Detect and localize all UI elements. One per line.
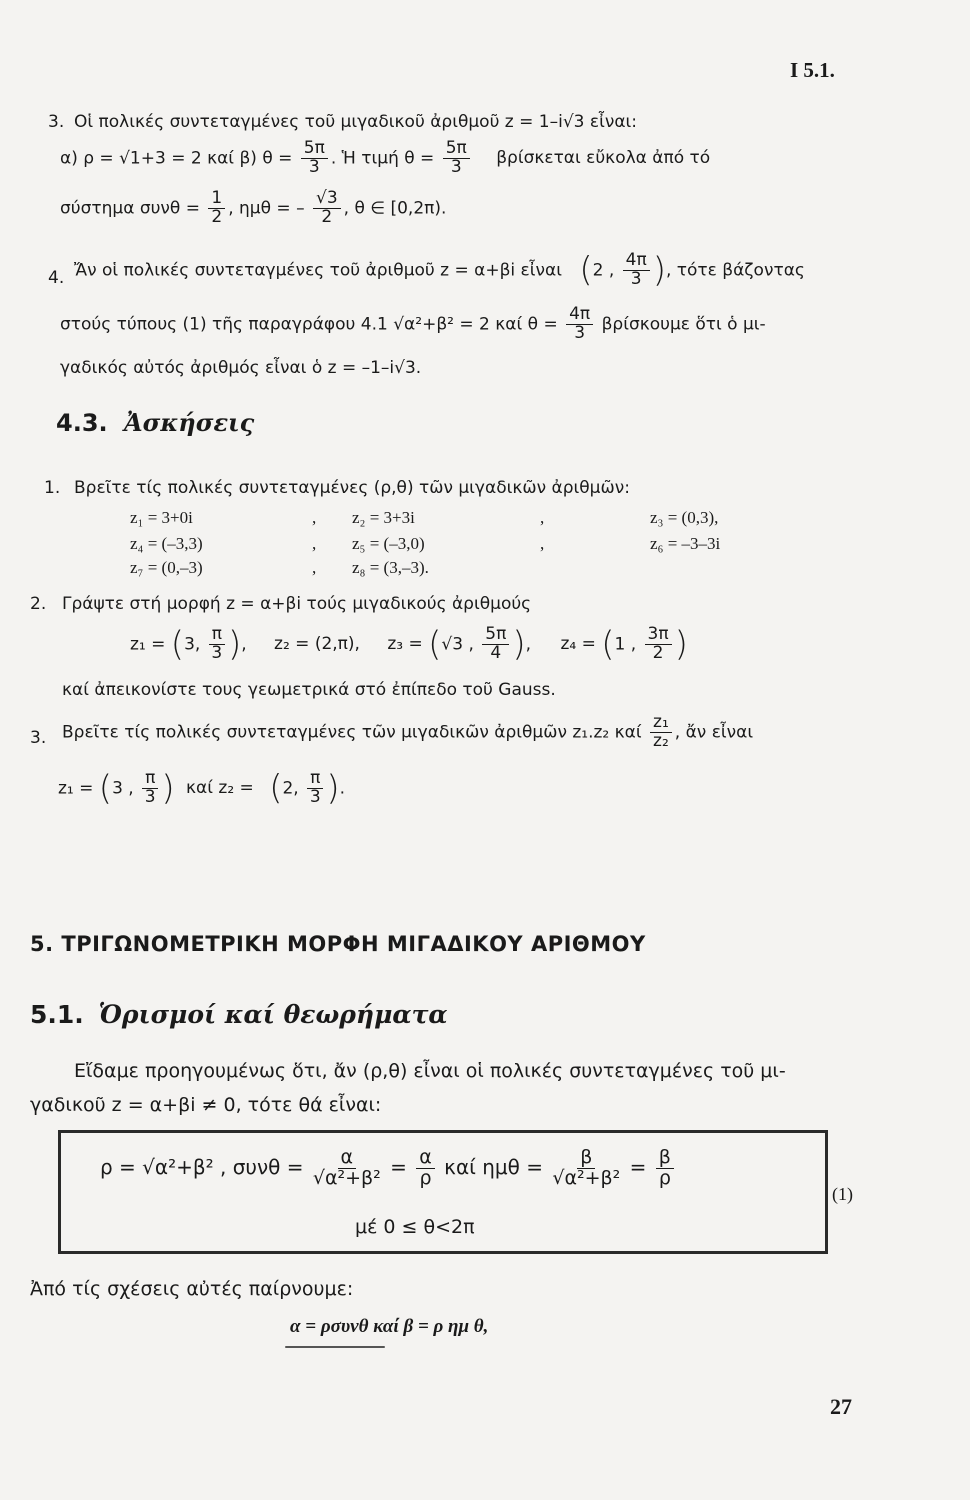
formula-label: (1) bbox=[832, 1184, 853, 1204]
para-line-2: γαδικοῦ z = α+βi ≠ 0, τότε θά εἶναι: bbox=[30, 1094, 382, 1116]
formula-range: μέ 0 ≤ θ<2π bbox=[355, 1216, 475, 1238]
item-3-text: Οἱ πολικές συντεταγμένες τοῦ μιγαδικοῦ ἀριθμοῦ z = 1–i√3 εἶναι: bbox=[74, 112, 638, 132]
subsection-heading: 5.1. Ὁρισμοί καί θεωρήματα bbox=[30, 1000, 448, 1029]
after-text: Ἀπό τίς σχέσεις αὐτές παίρνουμε: bbox=[30, 1278, 354, 1300]
para-line-1: Εἴδαμε προηγουμένως ὅτι, ἄν (ρ,θ) εἶναι οἱ πολικές συντεταγμένες τοῦ μι- bbox=[74, 1060, 786, 1082]
item-3-line2: α) ρ = √1+3 = 2 καί β) θ = $\frac{5\pi}{3}$ . Ἡ τιμή θ = $\frac{5\pi}{3}$ βρίσκεται εὔκολα ἀπό τό bbox=[60, 138, 711, 177]
ex-2-tail: καί ἀπεικονίστε τους γεωμετρικά στό ἐπίπεδο τοῦ Gauss. bbox=[62, 680, 556, 700]
page-number: 27 bbox=[830, 1394, 852, 1419]
item-4-line3: γαδικός αὐτός ἀριθμός εἶναι ὁ z = –1–i√3. bbox=[60, 358, 422, 378]
ex-3-number: 3. bbox=[30, 728, 47, 748]
ex-2-text: Γράψτε στή μορφή z = α+βi τούς μιγαδικούς ἀριθμούς bbox=[62, 594, 532, 614]
section-ref: Ι 5.1. bbox=[790, 58, 835, 82]
item-4-number: 4. bbox=[48, 268, 65, 288]
ex-3-formulas: z₁ = (3 , $\frac{\pi}{3}$ ) καί z₂ = (2, $\frac{\pi}{3}$ ). bbox=[58, 768, 346, 809]
ex-1-number: 1. bbox=[44, 478, 61, 498]
item-3-number: 3. bbox=[48, 112, 65, 132]
item-4-line2: στούς τύπους (1) τῆς παραγράφου 4.1 √α²+β² = 2 καί θ = $\frac{4\pi}{3}$ βρίσκουμε ὅτι ὁ μι- bbox=[60, 304, 766, 343]
ex-2-number: 2. bbox=[30, 594, 47, 614]
item-3-line3: σύστημα συνθ = $\frac{1}{2}$ , ημθ = – $\frac{√3}{2}$ , θ ∈ [0,2π). bbox=[60, 188, 447, 227]
result-formula: α = ρσυνθ καί β = ρ ημ θ, bbox=[290, 1316, 489, 1337]
chapter-title: 5. ΤΡΙΓΩΝΟΜΕΤΡΙΚΗ ΜΟΡΦΗ ΜΙΓΑΔΙΚΟΥ ΑΡΙΘΜΟΥ bbox=[30, 932, 646, 956]
ex-1-text: Βρεῖτε τίς πολικές συντεταγμένες (ρ,θ) τῶν μιγαδικῶν ἀριθμῶν: bbox=[74, 478, 630, 498]
item-4-line1: Ἄν οἱ πολικές συντεταγμένες τοῦ ἀριθμοῦ z = α+βi εἶναι (2 , $\frac{4\pi}{3}$ ), τότε βάζοντας bbox=[74, 250, 805, 291]
ex-3-text: Βρεῖτε τίς πολικές συντεταγμένες τῶν μιγαδικῶν ἀριθμῶν z₁.z₂ καί $\frac{\text{z₁}}{\text{z₂}}$ , ἄν εἶναι bbox=[62, 712, 754, 751]
result-underline bbox=[285, 1346, 385, 1348]
ex-2-formulas: z₁ = (3, $\frac{\pi}{3}$ ), z₂ = (2,π), z₃ = (√3 , $\frac{5\pi}{4}$ ), z₄ = (1 , $\frac{3\pi}{2}$ ) bbox=[130, 624, 688, 665]
formula-main: ρ = √α²+β² , συνθ = $\frac{\alpha}{\text{√α²+β²}}$ = $\frac{\alpha}{\rho}$ καί ημθ = $\frac{\beta}{\text{√α²+β²}}$ = $\frac{\beta}{\rho}$ bbox=[100, 1148, 677, 1189]
exercises-heading: 4.3. Ἀσκήσεις bbox=[56, 408, 255, 437]
